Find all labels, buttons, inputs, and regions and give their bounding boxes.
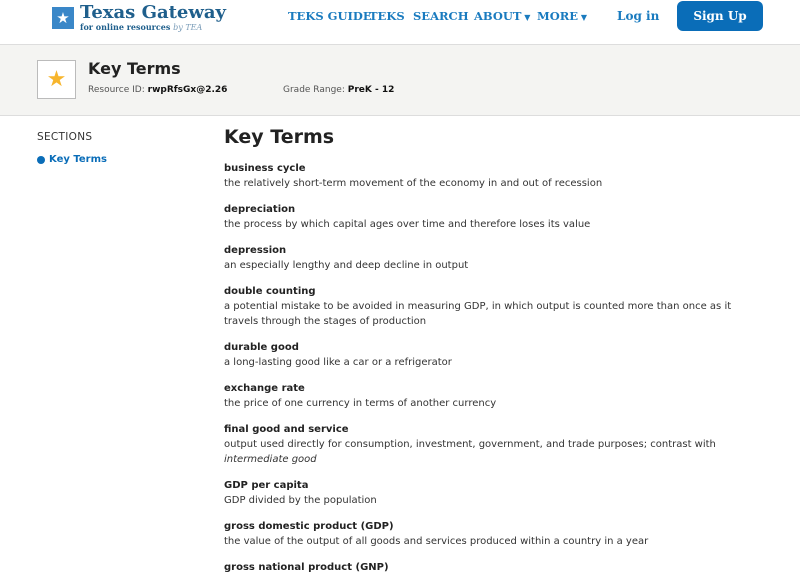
term-definition: the price of one currency in terms of another currency xyxy=(224,398,497,409)
star-icon: ★ xyxy=(37,60,76,99)
sidebar-item-label: Key Terms xyxy=(49,154,107,165)
sections-heading: SECTIONS xyxy=(37,131,93,143)
sections-sidebar xyxy=(37,131,107,165)
term-entry xyxy=(224,560,764,575)
brand-by: by TEA xyxy=(173,23,203,32)
brand-tagline: for online resources xyxy=(80,22,171,32)
term-name: business cycle xyxy=(224,163,306,174)
term-definition: the process by which capital ages over time and therefore loses its value xyxy=(224,219,591,230)
nav-search[interactable]: SEARCH xyxy=(413,9,469,23)
term-definition: GDP divided by the population xyxy=(224,495,377,506)
term-name: gross domestic product (GDP) xyxy=(224,521,394,532)
term-definition: output used directly for consumption, investment, government, and trade purposes; contrast with xyxy=(224,439,716,450)
term-link: intermediate good xyxy=(224,454,317,465)
main-content xyxy=(224,126,764,586)
term-name: final good and service xyxy=(224,424,349,435)
term-entry xyxy=(224,381,764,411)
sidebar-item-key-terms[interactable] xyxy=(37,154,107,165)
resource-id: rwpRfsGx@2.26 xyxy=(147,85,228,95)
term-name: exchange rate xyxy=(224,383,305,394)
grade-range: PreK - 12 xyxy=(347,85,395,95)
term-definition: an especially lengthy and deep decline in output xyxy=(224,260,469,271)
texas-gateway-logo[interactable] xyxy=(38,4,226,32)
page-title: Key Terms xyxy=(88,59,181,78)
sign-up-button[interactable]: Sign Up xyxy=(677,1,763,31)
term-definition: the value of the output of all goods and services produced within a country in a year xyxy=(224,536,649,547)
term-entry xyxy=(224,478,764,508)
term-name: depression xyxy=(224,245,287,256)
term-name: depreciation xyxy=(224,204,296,215)
term-entry xyxy=(224,161,764,191)
term-entry xyxy=(224,202,764,232)
term-definition: the relatively short-term movement of the economy in and out of recession xyxy=(224,178,603,189)
star-logo-icon: ★ xyxy=(52,7,74,29)
term-name: gross national product (GNP) xyxy=(224,562,389,573)
nav-about-label: ABOUT xyxy=(474,9,522,23)
term-name: durable good xyxy=(224,342,299,353)
term-definition: a potential mistake to be avoided in measuring GDP, in which output is counted more than once as it travels through the stages of production xyxy=(224,301,732,327)
nav-more-label: MORE xyxy=(537,9,579,23)
nav-more[interactable] xyxy=(537,9,587,23)
term-name: double counting xyxy=(224,286,316,297)
term-entry xyxy=(224,243,764,273)
login-link[interactable]: Log in xyxy=(617,9,660,23)
top-nav xyxy=(0,0,800,45)
resource-id-label: Resource ID: xyxy=(88,85,145,95)
term-entry xyxy=(224,340,764,370)
term-entry xyxy=(224,284,764,329)
term-name: GDP per capita xyxy=(224,480,309,491)
caret-down-icon: ▼ xyxy=(578,12,588,22)
bullet-icon xyxy=(37,156,45,164)
nav-about[interactable] xyxy=(474,9,530,23)
term-entry xyxy=(224,422,764,467)
resource-header xyxy=(0,45,800,116)
term-definition: a long-lasting good like a car or a refrigerator xyxy=(224,357,452,368)
content-title: Key Terms xyxy=(224,126,335,148)
grade-range-label: Grade Range: xyxy=(283,85,345,95)
term-entry xyxy=(224,519,764,549)
caret-down-icon: ▼ xyxy=(521,12,531,22)
brand-name: Texas Gateway xyxy=(80,2,226,23)
nav-teks-guide[interactable]: TEKS GUIDE xyxy=(288,9,372,23)
nav-teks[interactable]: TEKS xyxy=(369,9,405,23)
